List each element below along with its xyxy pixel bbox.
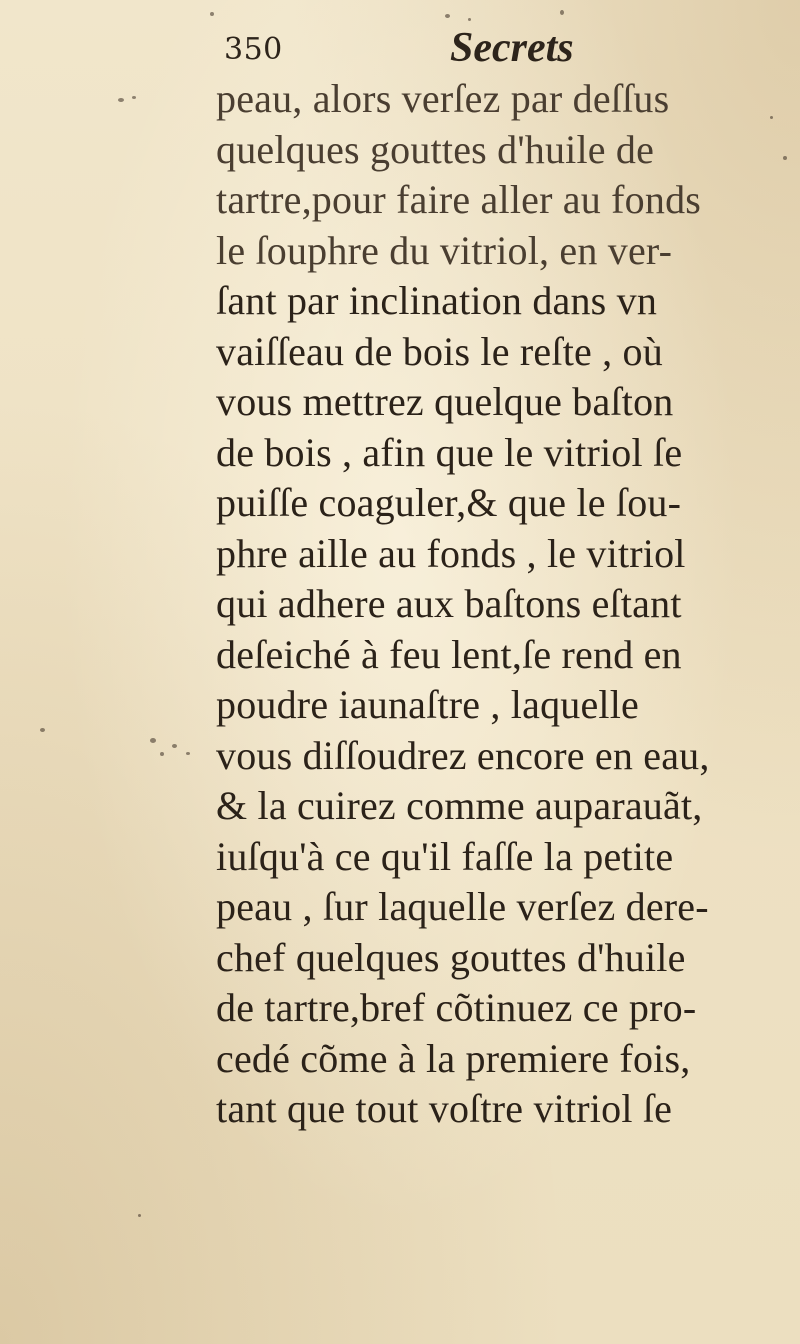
paper-speck (172, 744, 177, 748)
page-number: 350 (224, 32, 283, 67)
text-line: puiſſe coaguler,& que le ſou- (216, 480, 682, 525)
text-line: poudre iaunaſtre , laquelle (216, 682, 639, 727)
text-line: & la cuirez comme auparauãt, (216, 783, 703, 828)
text-line: qui adhere aux baſtons eſtant (216, 581, 682, 626)
text-line: phre aille au fonds , le vitriol (216, 530, 686, 576)
text-line: deſeiché à feu lent,ſe rend en (216, 631, 682, 677)
text-line: vous diſſoudrez encore en eau, (216, 732, 710, 778)
paper-speck (783, 156, 787, 160)
paper-speck (770, 116, 773, 119)
running-title: Secrets (450, 25, 574, 71)
paper-speck (210, 12, 214, 16)
text-line: de tartre,bref cõtinuez ce pro- (216, 985, 697, 1030)
text-line: cedé cõme à la premiere fois, (216, 1035, 691, 1081)
paper-speck (40, 728, 45, 732)
paper-speck (150, 738, 156, 743)
body-text (216, 74, 776, 1135)
paper-speck (186, 752, 190, 755)
paper-speck (468, 18, 471, 21)
text-line: le ſouphre du vitriol, en ver- (216, 227, 673, 273)
text-line: chef quelques gouttes d'huile (216, 934, 686, 980)
text-line: vaiſſeau de bois le reſte , où (216, 328, 663, 374)
paper-speck (118, 98, 124, 102)
text-line: tant que tout voſtre vitriol ſe (216, 1086, 673, 1131)
text-line: iuſqu'à ce qu'il faſſe la petite (216, 833, 674, 879)
text-line: vous mettrez quelque baſton (216, 379, 674, 424)
text-line: quelques gouttes d'huile de (216, 126, 655, 172)
running-head (200, 18, 620, 74)
paper-speck (132, 96, 136, 99)
paper-speck (560, 10, 564, 15)
text-line: peau, alors verſez par deſſus (216, 76, 670, 121)
paper-speck (160, 752, 164, 756)
text-line: ſant par inclination dans vn (216, 278, 658, 323)
text-line: peau , ſur laquelle verſez dere- (216, 884, 709, 929)
paper-speck (445, 14, 450, 18)
paper-speck (138, 1214, 141, 1217)
text-line: tartre,pour faire aller au fonds (216, 177, 702, 222)
text-line: de bois , afin que le vitriol ſe (216, 429, 683, 475)
